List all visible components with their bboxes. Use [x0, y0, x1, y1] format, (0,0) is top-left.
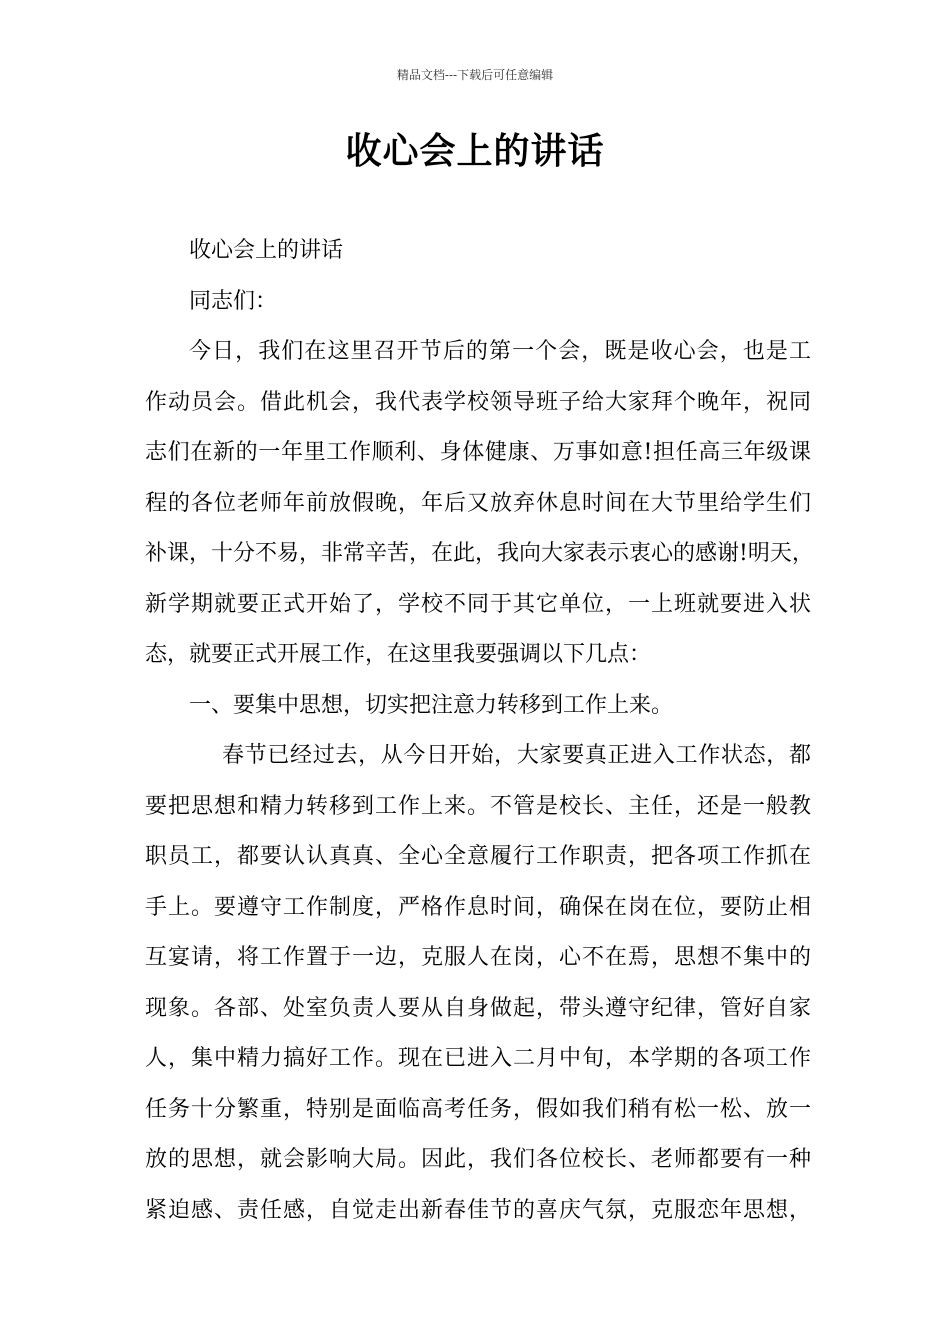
body-line: 互宴请，将工作置于一边，克服人在岗，心不在焉，思想不集中的: [145, 945, 811, 970]
body-line: 作动员会。借此机会，我代表学校领导班子给大家拜个晚年，祝同: [145, 389, 811, 415]
page-header-note: 精品文档---下载后可任意编辑: [396, 68, 554, 82]
body-line: 态，就要正式开展工作，在这里我要强调以下几点：: [145, 642, 652, 667]
body-line: 任务十分繁重，特别是面临高考任务，假如我们稍有松一松、放一: [145, 1096, 811, 1122]
body-line: 要把思想和精力转移到工作上来。不管是校长、主任，还是一般教: [145, 793, 811, 819]
body-line: 志们在新的一年里工作顺利、身体健康、万事如意!担任高三年级课: [145, 440, 811, 465]
document-title: 收心会上的讲话: [345, 131, 605, 172]
body-line: 新学期就要正式开始了，学校不同于其它单位，一上班就要进入状: [145, 591, 811, 617]
body-line: 人，集中精力搞好工作。现在已进入二月中旬，本学期的各项工作: [145, 1046, 811, 1071]
body-line: 紧迫感、责任感，自觉走出新春佳节的喜庆气氛，克服恋年思想，: [145, 1197, 811, 1223]
body-line: 放的思想，就会影响大局。因此，我们各位校长、老师都要有一种: [145, 1147, 811, 1172]
body-line: 今日，我们在这里召开节后的第一个会，既是收心会，也是工: [189, 339, 811, 364]
section-heading: 一、要集中思想，切实把注意力转移到工作上来。: [189, 692, 674, 718]
body-line: 春节已经过去，从今日开始，大家要真正进入工作状态，都: [222, 743, 811, 768]
body-line-subtitle: 收心会上的讲话: [189, 238, 344, 263]
body-line: 程的各位老师年前放假晚，年后又放弃休息时间在大节里给学生们: [145, 490, 811, 516]
body-line: 手上。要遵守工作制度，严格作息时间，确保在岗在位，要防止相: [145, 894, 811, 920]
body-line: 职员工，都要认认真真、全心全意履行工作职责，把各项工作抓在: [145, 844, 811, 869]
document-body: [145, 229, 814, 1239]
body-line: 现象。各部、处室负责人要从自身做起，带头遵守纪律，管好自家: [145, 995, 811, 1021]
body-line: 补课，十分不易，非常辛苦，在此，我向大家表示衷心的感谢!明天，: [145, 541, 814, 566]
body-line-salutation: 同志们：: [189, 288, 278, 314]
